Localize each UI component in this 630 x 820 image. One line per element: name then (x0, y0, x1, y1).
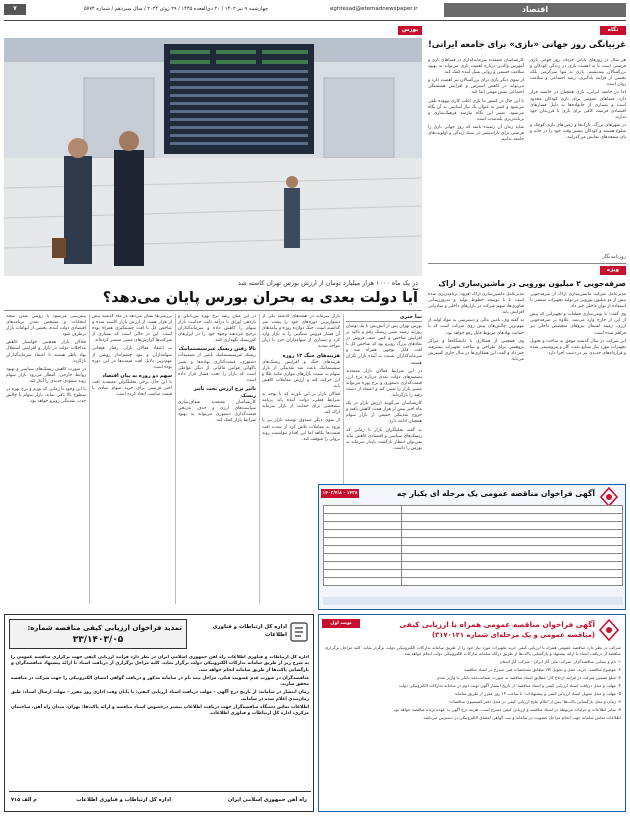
ad3-number: ۳۳/۱۴۰۳/۰۵ (72, 635, 124, 645)
ad1-logo-icon (597, 487, 621, 507)
col-divider (175, 314, 176, 604)
subhead-3: تاثیر نرخ ارزش تحت تاثیر ریسک (193, 385, 256, 399)
col-divider (89, 314, 90, 604)
sidebar-body: هر سال در روزهای پایانی خرداد، روز جهانی بازی فرصتی است تا به اهمیت بازی در زندگی کودکان و بزرگسالان بیندیشیم. بازی نه تنها سرگرمی بلکه بخشی از فرایند یادگیری، رشد اجتماعی و سلامت روان است. اما در جامعه ایرانی، بازی همچنان در حاشیه قرار دارد. فضاهای عمومی برای بازی کودکان محدود است و بسیاری از خانواده‌ها به دلیل فشارهای اقتصادی فرصت کافی برای بازی با فرزندان خود ندارند. در شهرهای بزرگ، پارک‌ها و زمین‌های بازی کوچک و شلوغ هستند و کودکان بیشتر وقت خود را در خانه و پای صفحه‌های نمایش می‌گذرانند. کارشناسان معتقدند سرمایه‌گذاری در فضاهای بازی و آموزش والدین درباره اهمیت بازی می‌تواند به بهبود سلامت جسمی و روانی نسل آینده کمک کند. از سوی دیگر بازی برای بزرگسالان نیز اهمیت دارد و می‌تواند در کاهش استرس و افزایش همبستگی اجتماعی نقش مهمی ایفا کند. با این حال در کشور ما بازی اغلب کاری بیهوده تلقی می‌شود و کمتر به عنوان یک نیاز اساسی به آن نگاه می‌شود. تغییر این نگاه نیازمند فرهنگ‌سازی و برنامه‌ریزی بلندمدت است. شاید زمان آن رسیده باشد که روز جهانی بازی را فرصتی برای بازاندیشی در سبک زندگی و اولویت‌های جامعه بدانیم. (428, 58, 626, 143)
sidebar-body-2: مدیرعامل شرکت ماشین‌سازی اراک از صرفه‌جویی بیش از دو میلیون یورویی در تولید تجهیزات صنعتی با استفاده از توان داخلی خبر داد. وی گفت: با بومی‌سازی قطعات و تجهیزاتی که پیش از این از خارج وارد می‌شد، علاوه بر صرفه‌جویی ارزی، زمینه اشتغال نیروهای متخصص داخلی نیز فراهم شده است. این شرکت در سال گذشته موفق به ساخت و تحویل تجهیزات مورد نیاز صنایع نفت، گاز و پتروشیمی شده و قراردادهای جدیدی نیز در دست اجرا دارد. مدیرعامل ماشین‌سازی اراک افزود: برنامه‌ریزی شده است تا با توسعه خطوط تولید و به‌روزرسانی فناوری‌ها، سهم شرکت در بازارهای داخلی و صادراتی افزایش یابد. به گفته وی، تامین مالی و دسترسی به مواد اولیه از مهم‌ترین چالش‌های پیش روی شرکت است که با حمایت نهادهای مربوط قابل رفع خواهد بود. وی همچنین از همکاری با دانشگاه‌ها و مراکز پژوهشی برای طراحی و ساخت تجهیزات پیشرفته خبر داد و گفت این همکاری‌ها در سال جاری گسترش می‌یابد. (428, 292, 626, 362)
email-link[interactable]: eghtesad@etemadnewspaper.ir (330, 6, 418, 12)
bourse-col-4: بررسی‌ها نشان می‌دهد در ماه گذشته بیش از هزار همت از ارزش بازار کاسته شده و شاخص کل با افت چشمگیری همراه بوده است. این در حالی است که بسیاری از شرکت‌ها گزارش‌های مثبتی منتشر کرده‌اند. به اعتقاد فعالان بازار، رفتار هیجانی سهامداران و نبود چشم‌انداز روشن از مهم‌ترین دلایل افت قیمت‌ها در این دوره بوده است. سهم دو روزه به بیان اقتصاد با این حال برخی تحلیلگران معتقدند افت اخیر فرصتی برای خرید سهام بنیادی با قیمت مناسب ایجاد کرده است. (92, 314, 172, 398)
section-tag-special: ویژه (600, 266, 626, 275)
ad3-org: اداره کل ارتباطات و فناوری اطلاعات (212, 624, 287, 638)
ad3-body: اداره کل ارتباطات و فناوری اطلاعات راه آهن جمهوری اسلامی ایران در نظر دارد فرآیند ارزیابی کیفی جهت برگزاری مناقصه عمومی را به شرح زیر از طریق سامانه تدارکات الکترونیکی دولت برگزار نماید. کلیه مراحل برگزاری از دریافت اسناد تا ارائه پیشنهاد مناقصه‌گران و بازگشایی پاکت‌ها از طریق سامانه انجام خواهد شد. مناقصه‌گران در صورت عدم عضویت قبلی، مراحل ثبت نام در سامانه مذکور و دریافت گواهی امضای الکترونیکی را جهت شرکت در مناقصه محقق سازند. زمان انتشار در سامانه: از تاریخ درج آگهی - مهلت دریافت اسناد ارزیابی کیفی: تا پایان وقت اداری روز مقرر - مهلت ارسال اسناد: طبق زمان‌بندی اعلام شده در سامانه. اطلاعات تماس دستگاه مناقصه‌گزار جهت دریافت اطلاعات بیشتر درخصوص اسناد مناقصه و ارائه پاکت‌ها: تهران، میدان راه آهن، ساختمان مرکزی، اداره کل ارتباطات و فناوری اطلاعات. (11, 655, 309, 717)
section-tag-bourse: بورس (398, 26, 422, 35)
date-line: چهارشنبه ۹ تیر ۱۴۰۲ / ۲۰ ذی‌القعده ۱۴۴۵ / ۲۹ ژوئن ۲۰۲۴ / سال سیزدهم / شماره ۵۷۷۴ (83, 6, 268, 12)
bourse-col-1: نما خبری بورس تهران پس از آتش‌بس با یک نوسان روزانه زمینه تعیین ریسک رقم و تاکید بر افزایش شاخص و کمی صف فروش در نمادهای بزرگ روبرو بود که شاخص کل با افت قابل توجهی همراه شد و سرمایه‌گذاران نسبت به آینده بازار نگران هستند. در این شرایط فعالان بازار معتقدند تصمیم‌های دولت بعدی درباره نرخ ارز، قیمت‌گذاری دستوری و نرخ بهره می‌تواند مسیر بازار را تعیین کند و اعتماد از دست رفته را بازگرداند. کارشناسان می‌گویند ارزش بازار در یک ماه اخیر بیش از هزار همت کاهش یافته و خروج نقدینگی حقیقی از بازار سهام همچنان ادامه دارد. به گفته تحلیلگران بازار تا زمانی که ریسک‌های سیاسی و اقتصادی کاهش نیابد نمی‌توان انتظار بازگشت پایدار سرمایه به بورس را داشت. (346, 314, 422, 451)
ad1-title: آگهی فراخوان مناقصه عمومی یک مرحله ای یکبار چه (396, 489, 595, 498)
ad3-footer-right: راه آهن جمهوری اسلامی ایران (227, 797, 307, 803)
sidebar-author: روزنامه‌نگار (602, 254, 626, 260)
ad1-badge: ۱۴۰۳/۴/۸ - ۱۴۲۸ (322, 491, 358, 496)
ad3-title: تمدید فراخوان ارزیابی کیفی مناقصه شماره: (27, 624, 182, 632)
section-tag-opinion: نگاه (600, 26, 626, 35)
ad1-footer-strip (323, 597, 623, 605)
bourse-kicker: در یک ماه ۱۰۰۰ هزار میلیارد تومان از ارزش بورس تهران کاسته شد (237, 279, 418, 287)
ad3-logo-icon (289, 621, 309, 643)
masthead (0, 0, 630, 32)
ad2-body: شرکت در نظر دارد مناقصه عمومی همراه با ارزیابی کیفی خرید تجهیزات مورد نیاز خود را از طریق سامانه تدارکات الکترونیکی دولت برگزار نماید. کلیه مراحل برگزاری مناقصه از دریافت اسناد تا ارائه پیشنهاد و بازگشایی پاکت‌ها از طریق درگاه سامانه تدارکات الکترونیکی دولت انجام خواهد شد. ۱- نام و نشانی مناقصه‌گزار: شرکت ملی گاز ایران - شرکت گاز استان ۲- موضوع مناقصه: خرید، حمل و تحویل کالا مطابق مشخصات فنی مندرج در اسناد مناقصه ۳- مبلغ تضمین شرکت در فرایند ارجاع کار: مطابق اسناد مناقصه به صورت ضمانت‌نامه بانکی یا واریز نقدی ۴- مهلت و محل دریافت اسناد ارزیابی کیفی و اسناد مناقصه: از تاریخ انتشار آگهی نوبت دوم در سامانه تدارکات الکترونیکی دولت ۵- مهلت و محل تحویل اسناد ارزیابی کیفی و پیشنهادات: تا ساعت ۱۴ روز مقرر از طریق سامانه ۶- زمان و محل بازگشایی پاکت‌ها: پس از اعلام نتایج ارزیابی کیفی در محل دفتر کمیسیون مناقصات ۷- سایر اطلاعات و جزئیات مربوطه در اسناد مناقصه و ارزیابی کیفی مندرج است. هزینه درج آگهی به عهده برنده مناقصه خواهد بود. اطلاعات تماس سامانه جهت انجام مراحل عضویت در سامانه و ثبت گواهی امضای الکترونیکی در دسترس می‌باشد. (325, 645, 621, 720)
tender-ad-2 (318, 614, 626, 812)
headline-rule (4, 310, 422, 311)
ad3-footer-left: اداره کل ارتباطات و فناوری اطلاعات (76, 797, 171, 803)
bourse-col-5: پیش‌بینی می‌شود با روشن شدن نتیجه انتخابات و مشخص شدن برنامه‌های اقتصادی دولت آینده، بخشی از ابهامات بازار برطرف شود. فعالان بازار همچنین خواستار کاهش مداخلات دولت در بازار و افزایش استقلال نهاد ناظر هستند تا اعتماد سرمایه‌گذاران بازگردد. در صورت کاهش ریسک‌های سیاسی و بهبود روابط خارجی، انتظار می‌رود بازار سهام روند صعودی جدیدی را آغاز کند. با این وجود تا زمانی که تورم و نرخ بهره در سطوح بالا باقی بماند، بازار سهام با چالش جذب نقدینگی روبرو خواهد بود. (6, 314, 86, 405)
stock-exchange-photo (4, 38, 422, 276)
masthead-rule (4, 20, 626, 21)
tender-ad-3 (4, 614, 314, 812)
ad2-badge: نوبت اول (322, 619, 360, 628)
subhead-4: سهم دو روزه به بیان اقتصاد (102, 372, 172, 379)
bourse-col-3: در این میان رشد نرخ بهره بین‌بانکی و بازدهی اوراق با درآمد ثابت جذابیت بازار سهام را کاهش داده و سرمایه‌گذاران ترجیح می‌دهند وجوه خود را در ابزارهای کم‌ریسک نگهداری کنند. بالا رفتن ریسک غیرسیستماتیک ریسک غیرسیستماتیک ناشی از تصمیمات دستوری، قیمت‌گذاری نهاده‌ها و تغییر ناگهانی قوانین مالیاتی از دیگر عواملی است که بازار را تحت فشار قرار داده است. تاثیر نرخ ارزش تحت تاثیر ریسک کارشناسان معتقدند شفاف‌سازی سیاست‌های ارزی و حذف تدریجی قیمت‌گذاری دستوری می‌تواند به بهبود شرایط بازار کمک کند. (178, 314, 256, 424)
sidebar-rule (428, 263, 626, 264)
ad3-title-box (9, 619, 187, 649)
ad2-logo-icon (597, 619, 621, 641)
ad3-footer (9, 791, 311, 807)
ad1-table-wrap (323, 505, 623, 586)
sidebar-title-2: صرفه‌جویی ۲ میلیون یورویی در ماشین‌سازی اراک (438, 279, 626, 288)
bourse-col-2: بازار سرمایه در هفته‌های گذشته یکی از دشوارترین دوره‌های خود را پشت سر گذاشته است. جنگ دوازده روزه و پیامدهای آن فشار فروش سنگینی را به بازار وارد کرد و بسیاری از سهامداران خرد با زیان مواجه شدند. هزینه‌های جنگ ۱۲ روزه هزینه‌های جنگ و افزایش ریسک‌های سیستماتیک باعث شد نقدینگی از بازار سهام به سمت بازارهای موازی مانند طلا و ارز حرکت کند و ارزش معاملات کاهش یابد. فعالان بازار بر این باورند که با توجه به شرایط فعلی، دولت آینده باید برنامه مشخصی برای حمایت از بازار سرمایه ارائه کند. از سوی دیگر صندوق توسعه بازار نیز با ورود به معاملات تلاش کرد از شدت افت قیمت‌ها بکاهد اما این اقدام نتوانست روند نزولی را متوقف کند. (262, 314, 340, 442)
photo-illustration (4, 38, 422, 276)
page-number-badge: ۷ (4, 4, 26, 15)
ad2-title: آگهی فراخوان مناقصه عمومی همراه با ارزیابی کیفی (399, 620, 595, 629)
ad2-subtitle: (مناقصه عمومی و یک مرحله‌ای شماره ۳۱۷۰۱۲۱) (431, 631, 595, 639)
ad1-table (323, 505, 623, 586)
col-divider (259, 314, 260, 604)
subhead-1: هزینه‌های جنگ ۱۲ روزه (282, 352, 340, 359)
subhead-2: بالا رفتن ریسک غیرسیستماتیک (178, 346, 256, 353)
ad3-code: م الف ۷۱۵ (11, 797, 37, 803)
blurb-label: نما خبری (346, 314, 422, 322)
section-label: اقتصاد (444, 3, 626, 17)
bourse-headline: آیا دولت بعدی به بحران بورس پایان می‌دهد؟ (102, 290, 418, 306)
sidebar-title: غربیانگی روز جهانی «بازی» برای جامعه ایرانی! (427, 39, 626, 49)
tender-ad-1 (318, 484, 626, 610)
